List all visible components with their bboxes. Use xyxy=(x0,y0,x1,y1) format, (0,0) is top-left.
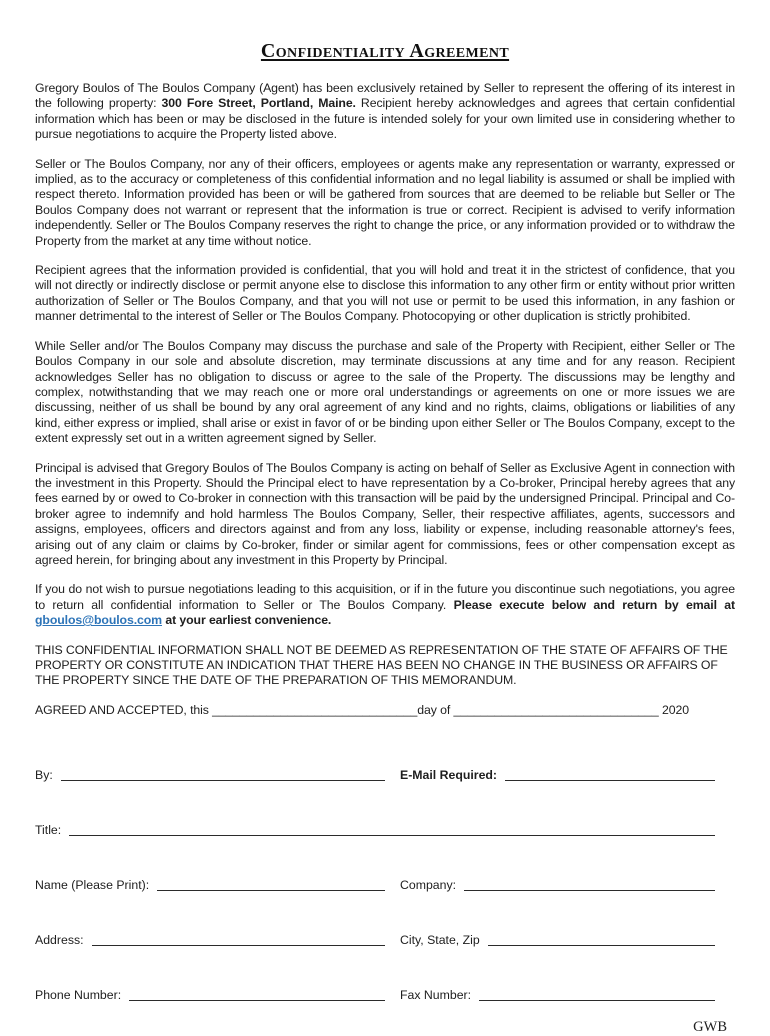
agreed-text-pre: AGREED AND ACCEPTED, this xyxy=(35,702,213,717)
title-field xyxy=(35,823,715,838)
property-address: 300 Fore Street, Portland, Maine. xyxy=(161,96,356,111)
paragraph-no-warranty: Seller or The Boulos Company, nor any of their officers, employees or agents make any representation or warranty, expressed or implied, as to the accuracy or completeness of this confidential information and no legal liability is assumed or shall be implied with respect thereto. Information provided has been or will be gathered from sources that are deemed to be reliable but Seller or The Boulos Company does not warrant or represent that the information is true or correct. Recipient is advised to verify information independently. Seller or The Boulos Company reserves the right to change the price, or any information provided or to withdraw the Property from the market at any time without notice. xyxy=(35,156,735,248)
agreed-text-mid: day of xyxy=(417,702,454,717)
phone-field xyxy=(35,988,385,1003)
form-row-phone-fax xyxy=(35,988,715,1003)
address-label: Address: xyxy=(35,933,84,948)
execute-instruction-text: Please execute below and return by email at xyxy=(453,597,735,612)
footer-initials: GWB xyxy=(693,1019,727,1036)
form-row-address-city xyxy=(35,933,715,948)
document-title xyxy=(35,40,735,63)
form-row-by-email xyxy=(35,768,715,783)
form-row-name-company xyxy=(35,878,715,893)
paragraph-disclaimer-caps: THIS CONFIDENTIAL INFORMATION SHALL NOT BE DEEMED AS REPRESENTATION OF THE STATE OF AFFAIRS OF THE PROPERTY OR CONSTITUTE AN INDICATION THAT THERE HAS BEEN NO CHANGE IN THE BUSINESS OR AFFAIRS OF THE PROPERTY SINCE THE DATE OF THE PREPARATION OF THIS MEMORANDUM. xyxy=(35,642,728,688)
paragraph-intro xyxy=(35,81,735,143)
by-field xyxy=(35,768,385,783)
by-signature-line[interactable] xyxy=(61,768,385,781)
agreed-accepted-line xyxy=(35,703,735,718)
email-required-line[interactable] xyxy=(505,768,715,781)
phone-line[interactable] xyxy=(129,988,385,1001)
convenience-text: at your earliest convenience. xyxy=(162,613,332,628)
phone-label: Phone Number: xyxy=(35,988,122,1003)
company-line[interactable] xyxy=(464,878,715,891)
agreed-text-year: 2020 xyxy=(658,702,689,717)
paragraph-co-broker: Principal is advised that Gregory Boulos of The Boulos Company is acting on behalf of Seller as Exclusive Agent in connection with the investment in this Property. Should the Principal elect to have representation by a Co-broker, Principal hereby agrees that any fees earned by or owed to Co-broker in connection with this transaction will be paid by the undersigned Principal. Principal and Co-broker agree to indemnify and hold harmless The Boulos Company, Seller, their respective affiliates, agents, successors and assigns, employees, officers and directors against and from any loss, liability or expense, including reasonable attorney's fees, arising out of any claim or claims by Co-broker, finder or similar agent for commissions, fees or other compensation except as agreed herein, for bringing about any investment in this Property by Principal. xyxy=(35,460,735,567)
paragraph-discussions: While Seller and/or The Boulos Company may discuss the purchase and sale of the Property with Recipient, either Seller or The Boulos Company in our sole and absolute discretion, may terminate discussions at any time and for any reason. Recipient acknowledges Seller has no obligation to discuss or agree to the sale of the Property. The discussions may be lengthy and complex, notwithstanding that we may reach one or more oral understandings or agreements on one or more issues we are discussing, neither of us shall be bound by any oral agreement of any kind and no rights, claims, obligations or liabilities of any kind, either express or implied, shall arise or exist in favor of or be binding upon either Seller or The Boulos Company, except to the extent expressly set out in a written agreement signed by Seller. xyxy=(35,338,735,446)
fax-label: Fax Number: xyxy=(400,988,472,1003)
intro-text-pre: Gregory Boulos of The Boulos Company (Agent) has been exclusively retained by Seller to represent the offering of its interest in the following property: xyxy=(35,81,735,111)
intro-text-post: Recipient hereby acknowledges and agrees that certain confidential information which has been or may be disclosed in the future is intended solely for your own limited use in considering whether to pursue negotiations to acquire the Property listed above. xyxy=(35,96,735,142)
name-line[interactable] xyxy=(157,878,385,891)
document-title-text: Confidentiality Agreement xyxy=(260,40,510,62)
name-field xyxy=(35,878,385,893)
city-state-zip-line[interactable] xyxy=(488,933,715,946)
city-state-zip-field xyxy=(400,933,715,948)
city-state-zip-label: City, State, Zip xyxy=(400,933,480,948)
paragraph-confidentiality: Recipient agrees that the information provided is confidential, that you will hold and treat it in the strictest of confidence, that you will not directly or indirectly disclose or permit anyone else to disclose this information to any other firm or entity without prior written authorization of Seller or The Boulos Company, and that you will not use or permit to be used this information, in any fashion or manner detrimental to the interest of Seller or The Boulos Company. Photocopying or other duplication is strictly prohibited. xyxy=(35,263,735,324)
name-label: Name (Please Print): xyxy=(35,878,150,893)
form-row-title xyxy=(35,823,715,838)
company-field xyxy=(400,878,715,893)
by-label: By: xyxy=(35,768,53,783)
email-required-field xyxy=(400,768,715,783)
title-line[interactable] xyxy=(69,823,715,836)
date-day-blank[interactable]: ______________________________ xyxy=(212,702,418,717)
email-required-label: E-Mail Required: xyxy=(400,768,498,783)
paragraph-return-info xyxy=(35,582,735,628)
fax-line[interactable] xyxy=(479,988,715,1001)
title-label: Title: xyxy=(35,823,62,838)
date-month-blank[interactable]: ______________________________ xyxy=(453,702,659,717)
company-label: Company: xyxy=(400,878,457,893)
return-info-text: If you do not wish to pursue negotiations leading to this acquisition, or if in the future you discontinue such negotiations, you agree to return all confidential information to Seller or The Boulos Company. xyxy=(35,582,735,612)
address-line[interactable] xyxy=(92,933,385,946)
email-link[interactable]: gboulos@boulos.com xyxy=(35,613,163,628)
address-field xyxy=(35,933,385,948)
fax-field xyxy=(400,988,715,1003)
signature-form xyxy=(35,768,735,1003)
